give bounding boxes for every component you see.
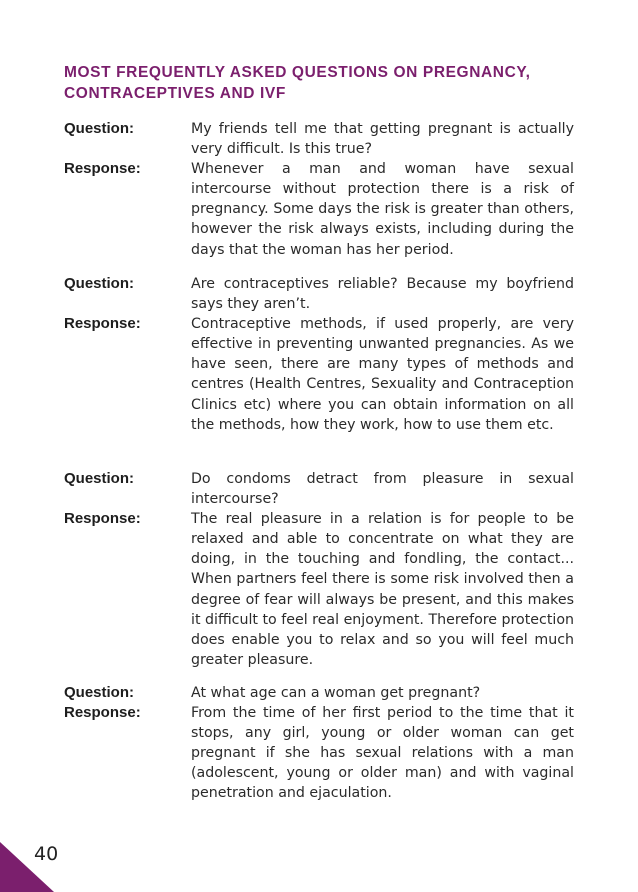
question-row (64, 469, 574, 509)
question-label: Question: (64, 684, 134, 701)
heading-line-1: MOST FREQUENTLY ASKED QUESTIONS ON PREGNANCY, (64, 64, 531, 81)
question-label: Question: (64, 275, 134, 292)
question-label: Question: (64, 120, 134, 137)
qa-block-1 (64, 119, 574, 260)
question-row (64, 274, 574, 314)
response-text: The real pleasure in a relation is for people to be relaxed and able to concentrate on what they are doing, in the touching and fondling, the contact... When partners feel there is some risk involved then a degree of fear will always be present, and this makes it difficult to feel real enjoyment. Therefore protection does enable you to relax and so you will feel much greater pleasure. (191, 511, 574, 668)
response-label: Response: (64, 704, 141, 722)
response-text: From the time of her first period to the time that it stops, any girl, young or older woman can get pregnant if she has sexual relations with a man (adolescent, young or older man) and with vaginal penetration and ejaculation. (191, 705, 574, 802)
qa-block-2 (64, 274, 574, 435)
question-text: My friends tell me that getting pregnant is actually very difficult. Is this true? (191, 121, 574, 158)
question-row (64, 683, 574, 703)
page-heading (64, 62, 584, 104)
question-text: At what age can a woman get pregnant? (191, 685, 481, 701)
question-text: Are contraceptives reliable? Because my boyfriend says they aren’t. (191, 276, 574, 313)
question-row (64, 119, 574, 159)
response-row (64, 509, 574, 670)
question-label: Question: (64, 470, 134, 487)
response-row (64, 159, 574, 259)
qa-block-3 (64, 469, 574, 670)
response-label: Response: (64, 315, 141, 333)
response-label: Response: (64, 160, 141, 178)
response-row (64, 703, 574, 803)
response-text: Contraceptive methods, if used properly, are very effective in preventing unwanted pregnancies. As we have seen, there are many types of methods and centres (Health Centres, Sexuality and Contraception Clinics etc) where you can obtain information on all the methods, how they work, how to use them etc. (191, 316, 574, 433)
response-text: Whenever a man and woman have sexual intercourse without protection there is a risk of pregnancy. Some days the risk is greater than others, however the risk always exists, including during the days that the woman has her period. (191, 161, 574, 258)
heading-line-2: CONTRACEPTIVES AND IVF (64, 85, 286, 102)
question-text: Do condoms detract from pleasure in sexual intercourse? (191, 471, 574, 508)
response-row (64, 314, 574, 435)
qa-block-4 (64, 683, 574, 804)
page-number: 40 (34, 843, 59, 865)
response-label: Response: (64, 510, 141, 528)
